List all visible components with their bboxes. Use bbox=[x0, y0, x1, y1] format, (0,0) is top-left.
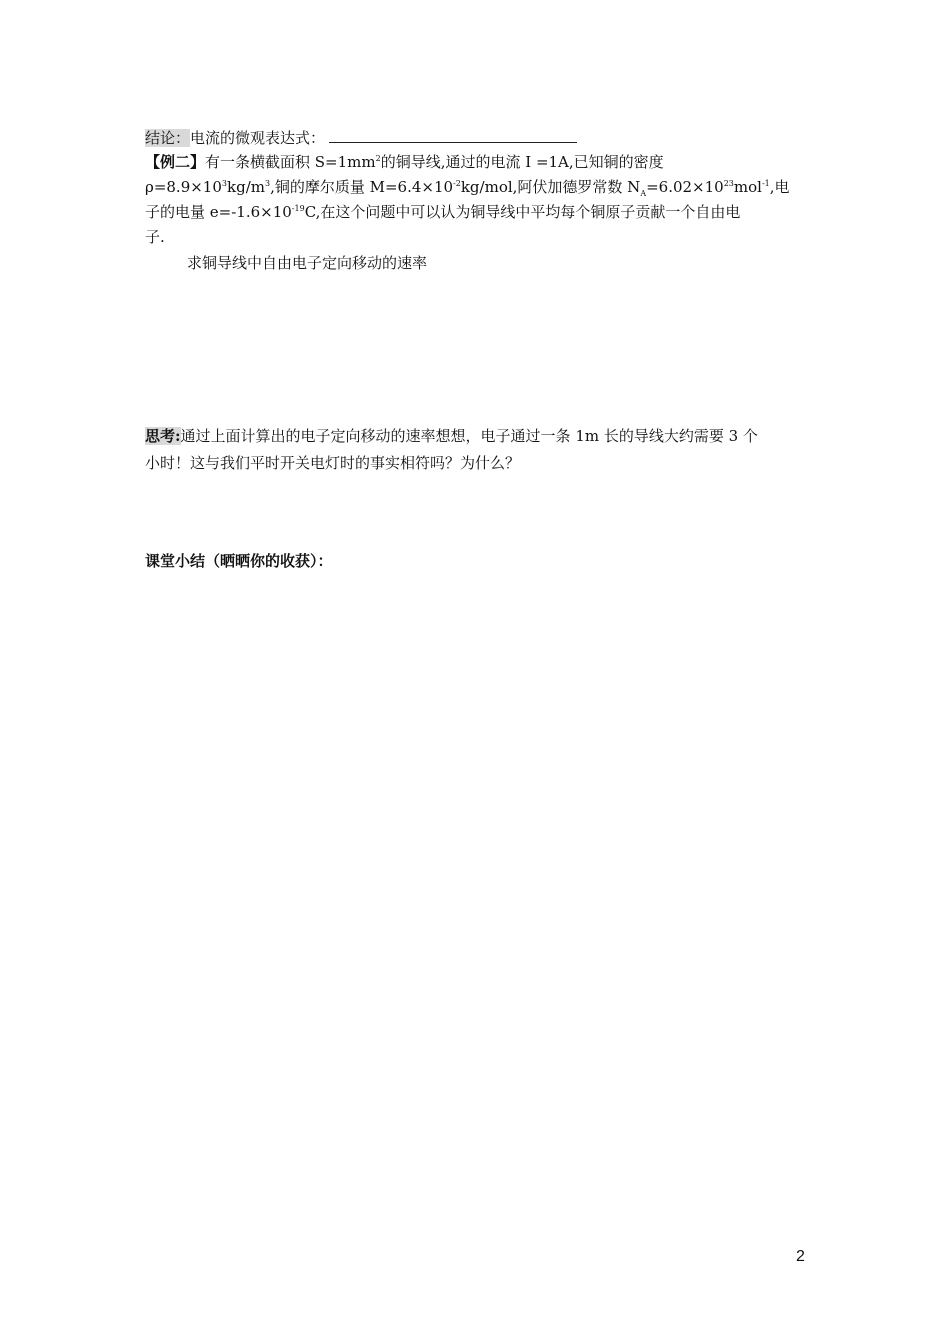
example2-label: 【例二】 bbox=[145, 153, 206, 171]
conclusion-line bbox=[145, 126, 577, 150]
example2-question: 求铜导线中自由电子定向移动的速率 bbox=[187, 254, 428, 272]
answer-blank[interactable] bbox=[329, 128, 577, 143]
example2-line-2: $\rho=8.9\times 10^3kg/m^3$,铜的摩尔质量 $M=6.4\times 10^{-2}kg$/mol,阿伏加德罗常数 $N_A=6.02\times 10^{23}mol^{-1}$,电 bbox=[145, 178, 790, 198]
conclusion-text: 电流的微观表达式： bbox=[190, 129, 326, 147]
page-number: 2 bbox=[796, 1248, 805, 1265]
think-line-2: 小时！这与我们平时开关电灯时的事实相符吗？为什么？ bbox=[145, 454, 521, 472]
conclusion-label: 结论： bbox=[145, 129, 191, 147]
example2-line-1: 【例二】有一条横截面积 $S=1mm^2$的铜导线,通过的电流 I =1A,已知铜的密度 bbox=[145, 153, 664, 171]
think-line-1: 思考:通过上面计算出的电子定向移动的速率想想，电子通过一条 1m 长的导线大约需要 3 个 bbox=[145, 427, 758, 445]
think-label: 思考: bbox=[145, 427, 181, 445]
example2-line-4: 子. bbox=[145, 228, 165, 246]
summary-heading: 课堂小结（晒晒你的收获）： bbox=[145, 552, 333, 570]
example2-line-3: 子的电量 $e=-1.6\times 10^{-19}C$,在这个问题中可以认为铜导线中平均每个铜原子贡献一个自由电 bbox=[145, 203, 741, 221]
